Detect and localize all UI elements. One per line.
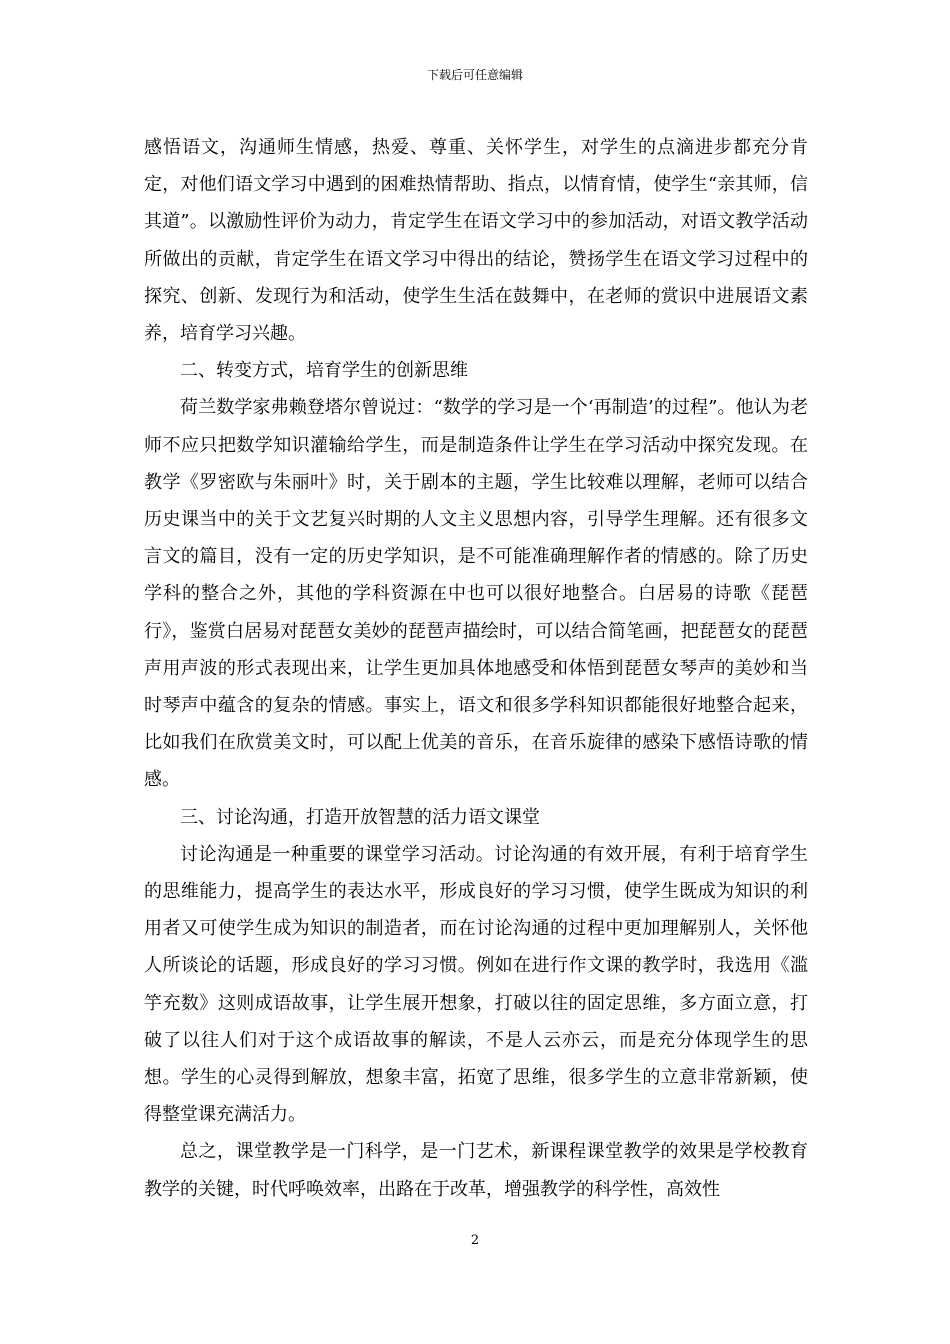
page-header: 下载后可任意编辑 bbox=[426, 68, 523, 82]
page-number: 2 bbox=[470, 1233, 480, 1248]
paragraph-conclusion: 总之，课堂教学是一门科学，是一门艺术，新课程课堂教学的效果是学校教育教学的关键，时代呼唤效率，出路在于改革，增强教学的科学性，高效性 bbox=[144, 1141, 808, 1200]
paragraph-continued: 感悟语文，沟通师生情感，热爱、尊重、关怀学生，对学生的点滴进步都充分肯定，对他们语文学习中遇到的困难热情帮助、指点，以情育情，使学生“亲其师，信其道”。以激励性评价为动力，肯定学生在语文学习中的参加活动，对语文教学活动所做出的贡献，肯定学生在语文学习中得出的结论，赞扬学生在语文学习过程中的探究、创新、发现行为和活动，使学生生活在鼓舞中，在老师的赏识中进展语文素养，培育学习兴趣。 bbox=[144, 137, 808, 345]
document-body bbox=[144, 129, 808, 1208]
paragraph-section-2: 荷兰数学家弗赖登塔尔曾说过：“数学的学习是一个‘再制造’的过程”。他认为老师不应只把数学知识灌输给学生，而是制造条件让学生在学习活动中探究发现。在教学《罗密欧与朱丽叶》时，关于剧本的主题，学生比较难以理解，老师可以结合历史课当中的关于文艺复兴时期的人文主义思想内容，引导学生理解。还有很多文言文的篇目，没有一定的历史学知识，是不可能准确理解作者的情感的。除了历史学科的整合之外，其他的学科资源在中也可以很好地整合。白居易的诗歌《琵琶行》，鉴赏白居易对琵琶女美妙的琵琶声描绘时，可以结合简笔画，把琵琶女的琵琶声用声波的形式表现出来，让学生更加具体地感受和体悟到琵琶女琴声的美妙和当时琴声中蕴含的复杂的情感。事实上，语文和很多学科知识都能很好地整合起来，比如我们在欣赏美文时，可以配上优美的音乐，在音乐旋律的感染下感悟诗歌的情感。 bbox=[144, 397, 808, 791]
paragraph-section-3: 讨论沟通是一种重要的课堂学习活动。讨论沟通的有效开展，有利于培育学生的思维能力，提高学生的表达水平，形成良好的学习习惯，使学生既成为知识的利用者又可使学生成为知识的制造者，而在讨论沟通的过程中更加理解别人，关怀他人所谈论的话题，形成良好的学习习惯。例如在进行作文课的教学时，我选用《滥竽充数》这则成语故事，让学生展开想象，打破以往的固定思维，多方面立意，打破了以往人们对于这个成语故事的解读，不是人云亦云，而是充分体现学生的思想。学生的心灵得到解放，想象丰富，拓宽了思维，很多学生的立意非常新颖，使得整堂课充满活力。 bbox=[144, 843, 808, 1126]
section-heading-2: 二、转变方式，培育学生的创新思维 bbox=[180, 360, 468, 382]
section-heading-3: 三、讨论沟通，打造开放智慧的活力语文课堂 bbox=[180, 806, 540, 828]
